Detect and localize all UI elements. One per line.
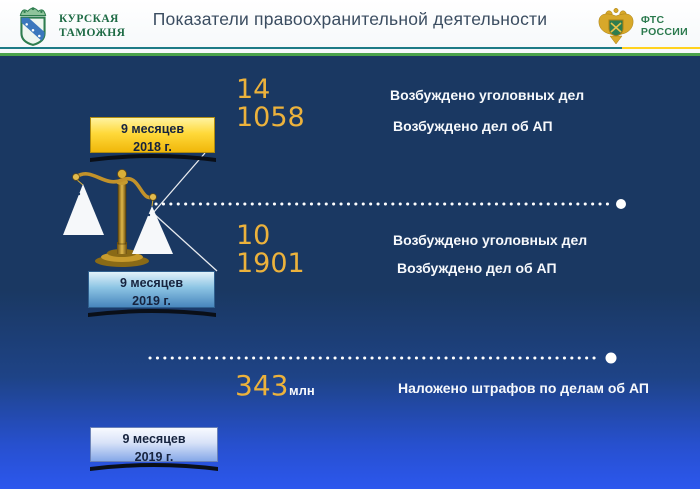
fines-label: Наложено штрафов по делам об АП: [398, 380, 649, 396]
stat-label-2019-criminal: Возбуждено уголовных дел: [393, 232, 588, 248]
badge-2019-fines-line2: 2019 г.: [134, 449, 174, 464]
period-badge-2018: [90, 117, 215, 153]
badge-2019-fines-line1: 9 месяцев: [122, 432, 186, 446]
kursk-logo-line1: КУРСКАЯ: [59, 12, 119, 25]
stat-value-2019-admin: 1901: [236, 248, 305, 279]
fts-logo-line1: ФТС: [640, 13, 665, 26]
fines-unit: млн: [289, 383, 315, 398]
stat-label-2018-admin: Возбуждено дел об АП: [393, 118, 553, 134]
stat-label-2019-admin: Возбуждено дел об АП: [397, 260, 557, 276]
stat-value-2018-criminal: 14: [236, 74, 271, 105]
kursk-logo-line2: ТАМОЖНЯ: [59, 27, 126, 39]
scales-of-justice-icon: [52, 158, 192, 270]
badge-2019-line2: 2019 г.: [132, 293, 171, 308]
stat-label-2018-criminal: Возбуждено уголовных дел: [390, 87, 585, 103]
stat-value-2018-admin: 1058: [236, 102, 305, 133]
badge-2018-line1: 9 месяцев: [120, 122, 185, 136]
badge-2018-line2: 2018 г.: [133, 139, 172, 154]
period-badge-2019-fines: [90, 427, 218, 462]
fines-value: 343: [235, 369, 289, 402]
stat-value-2019-criminal: 10: [236, 220, 271, 251]
fts-logo-line2: РОССИИ: [640, 26, 688, 38]
page-title: Показатели правоохранительной деятельности: [152, 9, 548, 29]
period-badge-2019: [88, 271, 215, 308]
badge-2019-line1: 9 месяцев: [119, 276, 184, 290]
